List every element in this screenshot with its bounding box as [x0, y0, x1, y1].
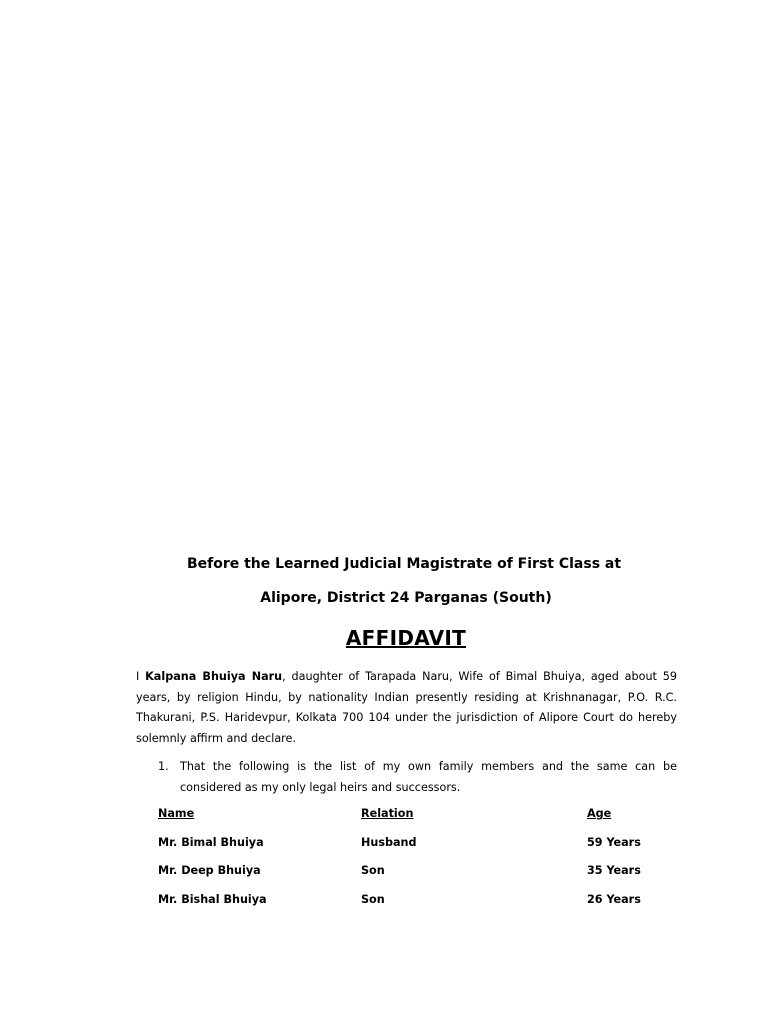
family-members-table — [158, 807, 678, 921]
table-row — [158, 836, 678, 865]
table-row — [158, 893, 678, 922]
cell-relation: Husband — [361, 835, 417, 849]
table-header-row — [158, 807, 678, 836]
cell-name: Mr. Deep Bhuiya — [158, 864, 261, 877]
cell-relation: Son — [361, 892, 385, 906]
table-row — [158, 864, 678, 893]
cell-name: Mr. Bishal Bhuiya — [158, 892, 267, 906]
header-name: Name — [158, 807, 195, 820]
list-item — [136, 757, 677, 798]
deponent-name: Kalpana Bhuiya Naru — [145, 670, 283, 683]
intro-prefix: I — [136, 670, 146, 683]
cell-name: Mr. Bimal Bhuiya — [158, 835, 264, 849]
cell-age: 35 Years — [587, 864, 641, 877]
document-title: AFFIDAVIT — [345, 626, 467, 650]
list-item-number: 1. — [158, 760, 169, 773]
cell-age: 26 Years — [587, 892, 641, 906]
header-age: Age — [587, 807, 612, 820]
court-heading-line-2: Alipore, District 24 Parganas (South) — [260, 590, 552, 606]
list-item-text: That the following is the list of my own family members and the same can be considered as my only legal heirs and successors. — [180, 760, 677, 794]
court-heading-line-1: Before the Learned Judicial Magistrate of First Class at — [186, 556, 622, 572]
intro-text: , daughter of Tarapada Naru, Wife of Bimal Bhuiya, aged about 59 years, by religion Hindu, by nationality Indian presently residing at Krishnanagar, P.O. R.C. Thakurani, P.S. Haridevpur, Kolkata 700 104 under the jurisdiction of Alipore Court do hereby solemnly affirm and declare. — [136, 670, 678, 745]
intro-paragraph — [136, 667, 677, 749]
cell-relation: Son — [361, 864, 385, 877]
header-relation: Relation — [361, 807, 414, 820]
cell-age: 59 Years — [587, 835, 641, 849]
